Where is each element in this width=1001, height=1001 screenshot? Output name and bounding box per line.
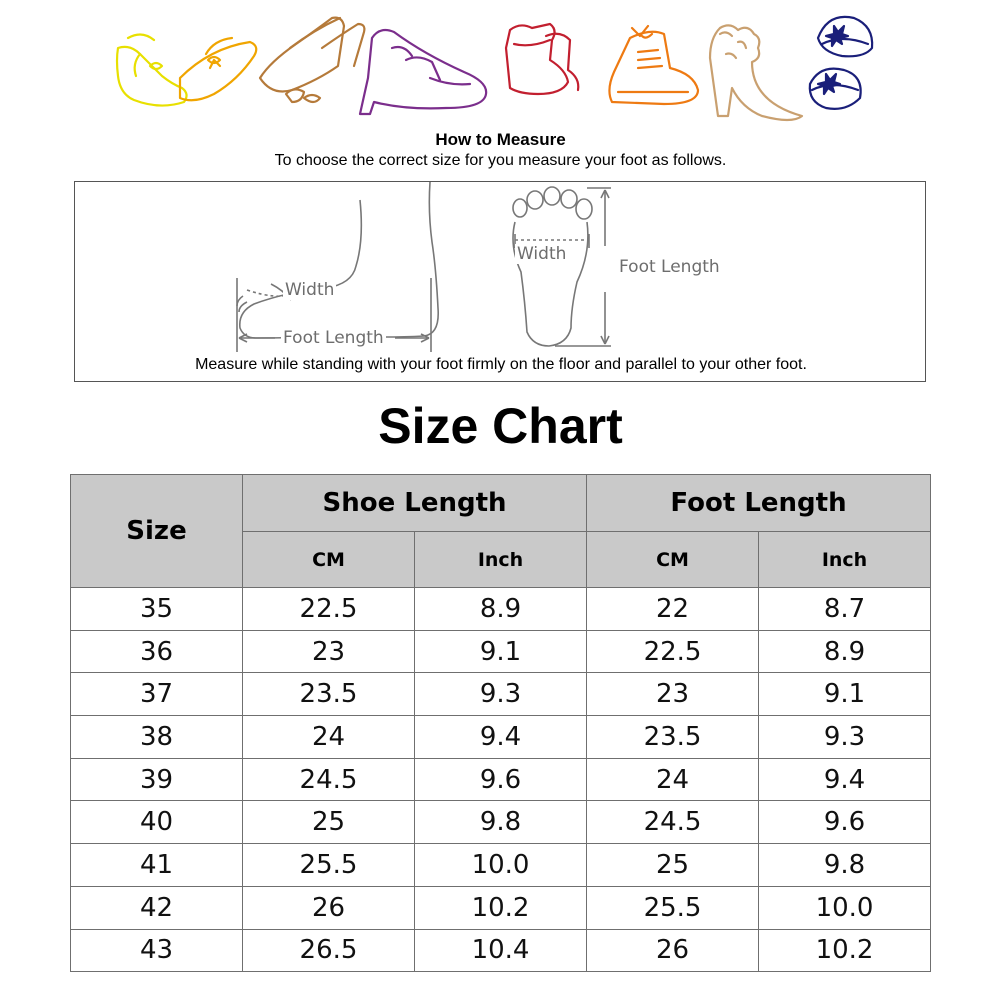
shoe-cm-cell: 24.5: [243, 758, 415, 801]
size-cell: 39: [71, 758, 243, 801]
table-row: [71, 588, 931, 631]
shoe-cm-cell: 22.5: [243, 588, 415, 631]
measurement-note: Measure while standing with your foot firmly on the floor and parallel to your other foot.: [195, 356, 807, 373]
size-cell: 40: [71, 801, 243, 844]
foot-cm-cell: 25.5: [587, 886, 759, 929]
foot-diagrams: [75, 182, 927, 383]
shoe-inch-header: Inch: [415, 532, 587, 588]
foot-inch-cell: 8.9: [759, 630, 931, 673]
foot-inch-cell: 10.0: [759, 886, 931, 929]
shoe-illustration-strip: [110, 8, 900, 123]
shoe-inch-cell: 9.1: [415, 630, 587, 673]
slipper-icon: [810, 17, 872, 109]
foot-inch-cell: 9.6: [759, 801, 931, 844]
size-cell: 36: [71, 630, 243, 673]
size-column-header: Size: [71, 475, 243, 588]
foot-cm-cell: 24.5: [587, 801, 759, 844]
foot-inch-cell: 10.2: [759, 929, 931, 972]
baby-shoe-icon: [117, 34, 187, 105]
foot-cm-cell: 25: [587, 844, 759, 887]
measurement-illustration-box: [74, 181, 926, 382]
mary-jane-shoe-icon: [180, 38, 256, 100]
side-width-label: Width: [285, 280, 335, 300]
size-cell: 38: [71, 716, 243, 759]
foot-inch-cell: 9.3: [759, 716, 931, 759]
shoe-cm-cell: 25: [243, 801, 415, 844]
winter-boot-icon: [506, 24, 578, 94]
shoe-cm-cell: 23.5: [243, 673, 415, 716]
side-foot-diagram: [237, 182, 438, 352]
size-chart-title: Size Chart: [378, 398, 623, 454]
size-chart-table: [70, 474, 931, 972]
how-to-measure-title: How to Measure: [435, 130, 566, 149]
shoe-cm-cell: 25.5: [243, 844, 415, 887]
flower-heel-icon: [710, 25, 802, 120]
foot-cm-cell: 23.5: [587, 716, 759, 759]
shoe-length-header: Shoe Length: [243, 475, 587, 532]
foot-cm-cell: 22: [587, 588, 759, 631]
shoe-cm-cell: 24: [243, 716, 415, 759]
foot-cm-header: CM: [587, 532, 759, 588]
size-cell: 37: [71, 673, 243, 716]
shoe-cm-header: CM: [243, 532, 415, 588]
foot-inch-cell: 9.4: [759, 758, 931, 801]
foot-cm-cell: 24: [587, 758, 759, 801]
top-width-label: Width: [517, 244, 567, 264]
table-row: [71, 673, 931, 716]
table-row: [71, 844, 931, 887]
lace-up-boot-icon: [609, 26, 698, 104]
top-foot-diagram: [513, 187, 611, 346]
shoe-inch-cell: 9.4: [415, 716, 587, 759]
shoe-inch-cell: 9.3: [415, 673, 587, 716]
top-foot-length-label: Foot Length: [619, 257, 720, 277]
table-row: [71, 801, 931, 844]
shoe-cm-cell: 23: [243, 630, 415, 673]
foot-inch-cell: 9.1: [759, 673, 931, 716]
table-row: [71, 886, 931, 929]
foot-inch-cell: 9.8: [759, 844, 931, 887]
size-cell: 42: [71, 886, 243, 929]
size-cell: 41: [71, 844, 243, 887]
table-row: [71, 929, 931, 972]
how-to-measure-subtitle: To choose the correct size for you measure your foot as follows.: [274, 152, 727, 169]
foot-inch-cell: 8.7: [759, 588, 931, 631]
side-foot-length-label: Foot Length: [283, 328, 384, 348]
size-cell: 35: [71, 588, 243, 631]
table-row: [71, 630, 931, 673]
foot-cm-cell: 22.5: [587, 630, 759, 673]
size-cell: 43: [71, 929, 243, 972]
shoe-inch-cell: 9.8: [415, 801, 587, 844]
shoe-inch-cell: 9.6: [415, 758, 587, 801]
size-table-body: [71, 588, 931, 972]
foot-length-header: Foot Length: [587, 475, 931, 532]
shoe-inch-cell: 10.2: [415, 886, 587, 929]
shoe-inch-cell: 8.9: [415, 588, 587, 631]
foot-cm-cell: 23: [587, 673, 759, 716]
shoe-cm-cell: 26: [243, 886, 415, 929]
shoe-inch-cell: 10.4: [415, 929, 587, 972]
loafer-icon: [360, 30, 486, 114]
table-row: [71, 716, 931, 759]
table-row: [71, 758, 931, 801]
foot-inch-header: Inch: [759, 532, 931, 588]
shoe-cm-cell: 26.5: [243, 929, 415, 972]
bow-pump-icon: [260, 18, 364, 102]
shoe-inch-cell: 10.0: [415, 844, 587, 887]
foot-cm-cell: 26: [587, 929, 759, 972]
